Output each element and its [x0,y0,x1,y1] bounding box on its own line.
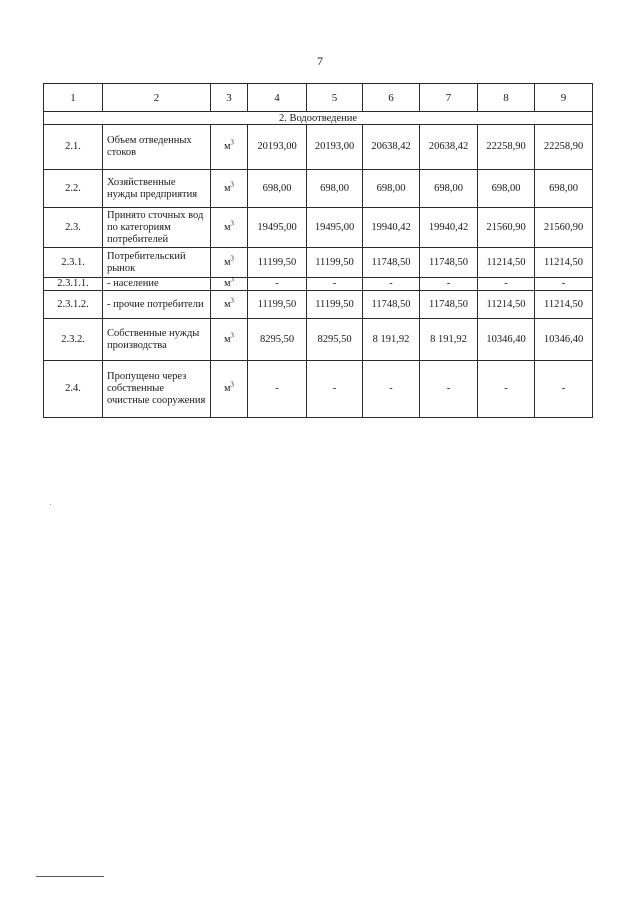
value-cell: 11214,50 [535,248,593,278]
value-cell: - [420,361,478,418]
row-unit [211,278,248,291]
value-cell: 11199,50 [307,291,363,319]
unit-base: м [224,298,231,310]
table-row [44,278,593,291]
header-cell: 1 [44,84,103,112]
table-body [44,125,593,418]
value-cell: - [307,361,363,418]
value-cell: 8295,50 [248,319,307,361]
row-name: Потребительский рынок [103,248,211,278]
header-cell: 5 [307,84,363,112]
table-row [44,208,593,248]
table-row [44,319,593,361]
value-cell: - [248,278,307,291]
row-unit [211,361,248,418]
unit-base: м [224,182,231,194]
unit-superscript: 3 [230,380,234,389]
value-cell: - [420,278,478,291]
header-cell: 6 [363,84,420,112]
value-cell: 19495,00 [307,208,363,248]
value-cell: 8 191,92 [363,319,420,361]
row-number: 2.3.1.1. [44,278,103,291]
row-number: 2.3.1. [44,248,103,278]
value-cell: 20193,00 [307,125,363,170]
row-name: Объем отведенных стоков [103,125,211,170]
value-cell: - [535,278,593,291]
unit-superscript: 3 [230,277,234,284]
value-cell: 11214,50 [535,291,593,319]
unit-base: м [224,221,231,233]
unit-superscript: 3 [230,180,234,188]
table-row [44,248,593,278]
value-cell: 21560,90 [535,208,593,248]
value-cell: 20638,42 [420,125,478,170]
value-cell: 11748,50 [420,248,478,278]
row-name: Принято сточных вод по категориям потребителей [103,208,211,248]
row-unit [211,170,248,208]
row-number: 2.2. [44,170,103,208]
scan-dot [50,504,51,505]
value-cell: 698,00 [420,170,478,208]
value-cell: 19940,42 [420,208,478,248]
value-cell: 8295,50 [307,319,363,361]
value-cell: 11199,50 [248,248,307,278]
unit-superscript: 3 [230,254,234,262]
row-unit [211,125,248,170]
unit-base: м [224,278,231,289]
row-unit [211,248,248,278]
value-cell: - [363,361,420,418]
row-name: - прочие потребители [103,291,211,319]
row-name: Пропущено через собственные очистные сооружения [103,361,211,418]
page-number: 7 [317,54,323,68]
header-cell: 7 [420,84,478,112]
value-cell: - [248,361,307,418]
row-number: 2.1. [44,125,103,170]
unit-base: м [224,141,231,152]
value-cell: 22258,90 [478,125,535,170]
value-cell: 11214,50 [478,248,535,278]
value-cell: - [535,361,593,418]
unit-base: м [224,256,231,268]
value-cell: 11748,50 [420,291,478,319]
value-cell: 10346,40 [478,319,535,361]
value-cell: 11199,50 [307,248,363,278]
unit-superscript: 3 [230,219,234,227]
header-row [44,84,593,112]
header-cell: 4 [248,84,307,112]
table-row [44,291,593,319]
value-cell: - [363,278,420,291]
row-name: Собственные нужды производства [103,319,211,361]
value-cell: 20193,00 [248,125,307,170]
value-cell: 11214,50 [478,291,535,319]
section-title: 2. Водоотведение [44,112,593,125]
header-cell: 3 [211,84,248,112]
value-cell: 698,00 [535,170,593,208]
row-number: 2.3.1.2. [44,291,103,319]
row-unit [211,208,248,248]
section-row [44,112,593,125]
unit-base: м [224,333,231,345]
water-disposal-table [43,83,593,418]
table-row [44,125,593,170]
unit-superscript: 3 [230,331,234,339]
value-cell: - [307,278,363,291]
value-cell: 11748,50 [363,291,420,319]
value-cell: 8 191,92 [420,319,478,361]
unit-superscript: 3 [230,296,234,304]
value-cell: 698,00 [307,170,363,208]
unit-superscript: 3 [230,138,234,147]
row-number: 2.3.2. [44,319,103,361]
value-cell: 698,00 [478,170,535,208]
header-cell: 9 [535,84,593,112]
value-cell: 698,00 [363,170,420,208]
footer-line [36,876,104,877]
value-cell: 20638,42 [363,125,420,170]
row-number: 2.3. [44,208,103,248]
header-cell: 2 [103,84,211,112]
row-unit [211,291,248,319]
value-cell: - [478,278,535,291]
table-row [44,170,593,208]
header-cell: 8 [478,84,535,112]
unit-base: м [224,383,231,394]
value-cell: 19495,00 [248,208,307,248]
value-cell: 22258,90 [535,125,593,170]
value-cell: - [478,361,535,418]
row-name: Хозяйственные нужды предприятия [103,170,211,208]
row-name: - население [103,278,211,291]
value-cell: 698,00 [248,170,307,208]
value-cell: 11199,50 [248,291,307,319]
row-number: 2.4. [44,361,103,418]
value-cell: 19940,42 [363,208,420,248]
value-cell: 21560,90 [478,208,535,248]
row-unit [211,319,248,361]
value-cell: 10346,40 [535,319,593,361]
table-row [44,361,593,418]
value-cell: 11748,50 [363,248,420,278]
